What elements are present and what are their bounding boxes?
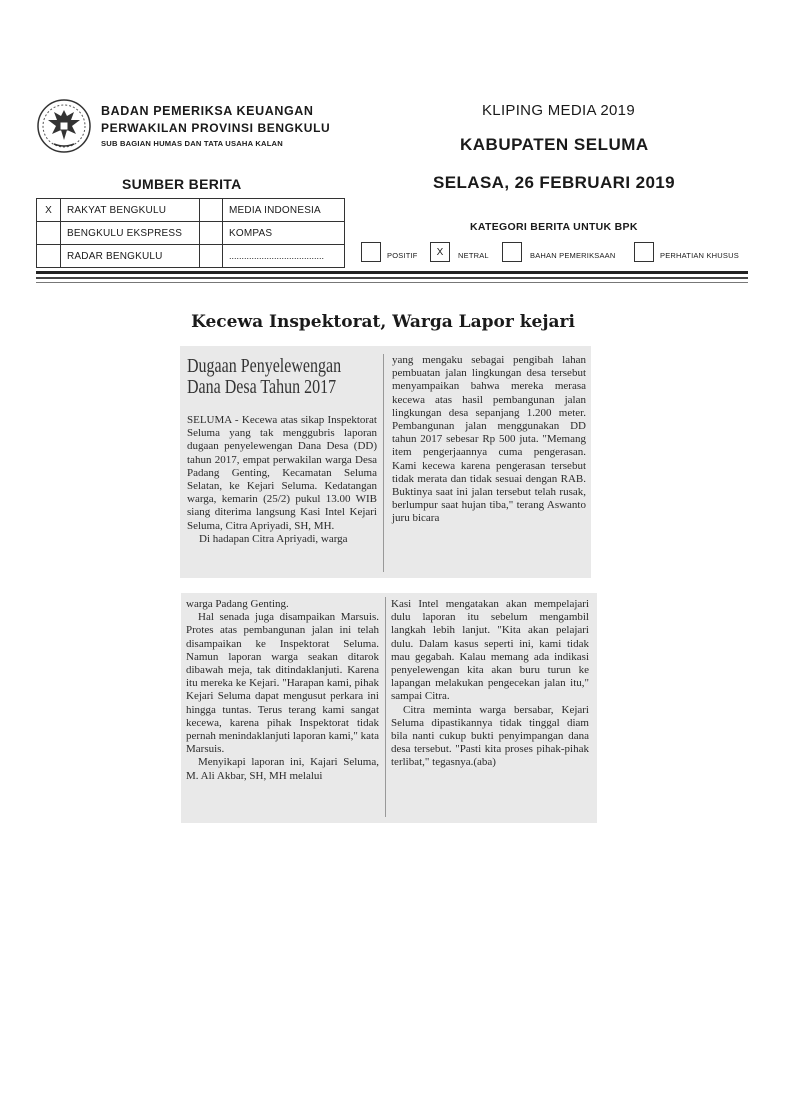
article-column — [392, 354, 586, 526]
org-division: SUB BAGIAN HUMAS DAN TATA USAHA KALAN — [101, 139, 283, 148]
separator — [36, 277, 748, 279]
separator — [36, 282, 748, 283]
source-name: RADAR BENGKULU — [61, 245, 200, 268]
category-checkbox-perhatian[interactable] — [634, 242, 654, 262]
source-mark — [37, 245, 61, 268]
category-checkbox-bahan[interactable] — [502, 242, 522, 262]
article-paragraph: Kasi Intel mengatakan akan mempelajari dulu laporan itu sebelum mengambil langkah lebih lanjut. "Kita akan pelajari dulu. Dalam kasus seperti ini, kami tidak mau gegabah. Kalau memang ada indikasi penyelewengan kita akan buru turun ke lapangan melakukan pengecekan jalan itu," sampai Citra. — [391, 598, 589, 703]
org-name: BADAN PEMERIKSA KEUANGAN — [101, 104, 314, 118]
article-headline: Kecewa Inspektorat, Warga Lapor kejari — [191, 312, 575, 332]
source-name: RAKYAT BENGKULU — [61, 199, 200, 222]
clipping-part-1 — [180, 346, 591, 578]
category-title: KATEGORI BERITA UNTUK BPK — [470, 221, 638, 233]
kliping-title: KLIPING MEDIA 2019 — [482, 102, 635, 119]
article-paragraph: yang mengaku sebagai pengibah lahan pembuatan jalan lingkungan desa tersebut menyampaikan bahwa mereka merasa kecewa atas hasil pembangunan jalan lingkungan desa sepanjang 1.200 meter. Pembangunan jalan menggunakan DD tahun 2017 sebesar Rp 500 juta. "Memang item pengerjaannya cuma pengerasan. Kami kecewa karena pengerasan tersebut tidak merata dan tidak sesuai dengan RAB. Buktinya saat ini jalan tersebut telah rusak, berlumpur saat hujan tiba," terang Aswanto juru bicara — [392, 354, 586, 525]
source-mark — [200, 222, 223, 245]
source-mark — [200, 245, 223, 268]
separator — [36, 271, 748, 274]
clipping-part-2 — [181, 593, 597, 823]
kabupaten-title: KABUPATEN SELUMA — [460, 135, 649, 154]
table-row — [37, 245, 345, 268]
article-paragraph: Di hadapan Citra Apriyadi, warga — [199, 532, 348, 545]
source-mark: X — [37, 199, 61, 222]
source-mark — [200, 199, 223, 222]
article-paragraph: Citra meminta warga bersabar, Kejari Seluma dipastikannya tidak tinggal diam bila nanti cukup bukti penyimpangan dana desa tersebut. "Pasti kita proses pihak-pihak terlibat," tegasnya.(aba) — [391, 703, 589, 769]
sources-table — [36, 198, 345, 268]
article-subhead — [187, 356, 341, 398]
source-name: BENGKULU EKSPRESS — [61, 222, 200, 245]
article-paragraph: Menyikapi laporan ini, Kajari Seluma, M. Ali Akbar, SH, MH melalui — [186, 756, 379, 782]
category-checkbox-netral[interactable]: X — [430, 242, 450, 262]
article-column — [187, 414, 377, 546]
category-label-positif: POSITIF — [387, 251, 418, 260]
date-title: SELASA, 26 FEBRUARI 2019 — [433, 173, 676, 192]
column-divider — [385, 597, 386, 817]
category-label-netral: NETRAL — [458, 251, 489, 260]
table-row — [37, 222, 345, 245]
article-paragraph: warga Padang Genting. — [186, 598, 289, 610]
source-name-blank: ...................................... — [223, 245, 345, 268]
article-paragraph: Hal senada juga disampaikan Marsuis. Protes atas pembangunan jalan ini telah disampaikan ke Inspektorat Seluma. Namun laporan warga seakan ditarok dibawah meja, tak ditindaklanjuti. Karena itu mereka ke Kejari. "Harapan kami, pihak Kejari Seluma dapat mengusut perkara ini hingga tuntas. Terus terang kami sangat kecewa, karena pihak Inspektorat tidak pernah menindaklanjuti laporan kami," kata Marsuis. — [186, 611, 379, 756]
sources-title: SUMBER BERITA — [122, 176, 242, 192]
subhead-line: Dugaan Penyelewengan — [187, 356, 342, 377]
category-label-bahan: BAHAN PEMERIKSAAN — [530, 251, 616, 260]
article-column — [391, 598, 589, 770]
table-row — [37, 199, 345, 222]
category-label-perhatian: PERHATIAN KHUSUS — [660, 251, 739, 260]
subhead-line: Dana Desa Tahun 2017 — [187, 377, 337, 398]
source-name: KOMPAS — [223, 222, 345, 245]
garuda-emblem-icon — [36, 98, 92, 154]
source-mark — [37, 222, 61, 245]
article-paragraph: SELUMA - Kecewa atas sikap Inspektorat Seluma yang tak menggubris laporan dugaan penyelewengan Dana Desa (DD) tahun 2017, empat perwakilan warga Desa Padang Genting, Kecamatan Seluma Selatan, ke Kejari Seluma. Kedatangan warga, kemarin (25/2) pukul 13.00 WIB siang diterima langsung Kasi Intel Kejari Seluma, Citra Apriyadi, SH, MH. — [187, 414, 377, 532]
org-branch: PERWAKILAN PROVINSI BENGKULU — [101, 121, 331, 135]
source-name: MEDIA INDONESIA — [223, 199, 345, 222]
category-checkbox-positif[interactable] — [361, 242, 381, 262]
article-column — [186, 598, 379, 783]
column-divider — [383, 354, 384, 572]
